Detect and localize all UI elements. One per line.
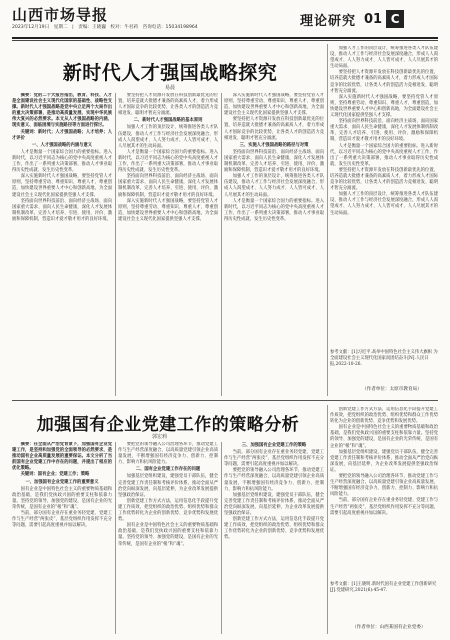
article1-references: 参考文献：[1]习近平.高举中国特色社会主义伟大旗帜 为全面建设社会主义现代化国家而团结奋斗[N].人民日报,2022-10-26. (330, 350, 438, 367)
article2-paragraph: 加强基层党组织建设，建强党员干部队伍，健全完善党建工作责任制和考核评价体系，推动全面从严治党向纵深发展、向基层延伸，为企业改革发展提供坚强政治保证。 (118, 474, 218, 498)
article2-author-unit: （作者单位：山西某国有企业党委） (352, 625, 426, 630)
article1-author-unit: （作者单位：太原市教育局） (362, 387, 422, 392)
article1-paragraph: 人才是衡量一个国家综合国力的重要指标。进入新时代，以习近平同志为核心的党中央高度重视人才工作，作出了一系列重大决策部署，推动人才事业取得历史性成就、发生历史性变革。 (118, 149, 218, 174)
article2-paragraph: 要把党的领导融入公司治理各环节，推动党建工作与生产经营深度融合，以高质量党建引领企业高质量发展，不断增强国有经济竞争力、创新力、控制力、影响力和抗风险能力。 (224, 468, 324, 492)
article1-paragraph: 坚持面向世界科技前沿、面向经济主战场、面向国家重大需求、面向人民生命健康，深化人才发展体制机制改革，完善人才培养、引进、使用、评价、激励和保障机制，营造识才爱才敬才用才的良好环境。 (224, 149, 324, 174)
section-name: 理论研究 (300, 13, 357, 29)
article2-paragraph: 国有企业是中国特色社会主义的重要物质基础和政治基础，是我们党执政兴国的重要支柱和依靠力量。坚持党的领导、加强党的建设，是国有企业的光荣传统，是国有企业的“根”和“魂”。 (330, 425, 438, 449)
article-divider (12, 400, 438, 401)
article2-paragraph: 国有企业是中国特色社会主义的重要物质基础和政治基础，是我们党执政兴国的重要支柱和依靠力量。坚持党的领导、加强党的建设，是国有企业的光荣传统，是国有企业的“根”和“魂”。 (12, 486, 112, 510)
article1-paragraph: 要坚持把人才资源开发放在科技创新最优先的位置，培养造就大批德才兼备的高素质人才，着力形成人才国际竞争的比较优势，让各类人才的创造活力竞相迸发、聪明才智充分涌流。 (224, 117, 324, 141)
masthead-rule (12, 37, 438, 39)
article2-references: 参考文献：[1]王晓明.新时代国有企业党建工作创新研究[J].党建研究,2021(6):45-47. (330, 582, 437, 593)
column-divider (221, 442, 222, 634)
article2-column-4 (330, 407, 438, 577)
article1-paragraph: 深入实施新时代人才强国战略，要坚持党管人才原则，坚持尊重劳动、尊重知识、尊重人才、尊重创造，加快建设世界重要人才中心和创新高地，为全面建设社会主义现代化国家提供坚强人才支撑。 (224, 93, 324, 117)
article1-column-3 (224, 93, 324, 396)
article1-column-2 (118, 93, 218, 396)
column-divider (327, 44, 328, 396)
article1-paragraph: 加强人才工作的顶层设计，统筹推进各类人才队伍建设，推动人才工作与经济社会发展深度融合，形成人人渴望成才、人人努力成才、人人皆可成才、人人尽展其才的生动局面。 (330, 192, 438, 216)
article1-subhead-1: 一、人才强国战略的内涵与意义 (31, 142, 93, 148)
article1-subhead-2: 二、新时代人才强国战略的基本原则 (133, 118, 203, 124)
column-divider (221, 93, 222, 396)
article2-keywords: 关键词：国有企业；党建工作；策略 (20, 472, 90, 478)
article1-paragraph: 深入实施新时代人才强国战略，要坚持党管人才原则，坚持尊重劳动、尊重知识、尊重人才、尊重创造，加快建设世界重要人才中心和创新高地，为全面建设社会主义现代化国家提供坚强人才支撑。 (12, 174, 112, 198)
article1-subhead-3: 三、实施人才强国战略的路径与对策 (239, 142, 309, 148)
article2-paragraph: 当前，部分国有企业存在重业务轻党建、党建工作与生产经营“两张皮”、基层党组织作用发挥不充分等问题，需要引起高度重视并加以解决。 (224, 450, 324, 468)
page-mark-badge: C (386, 10, 404, 28)
article2-subhead-3: 三、加强国有企业党建工作的策略 (241, 443, 307, 448)
article2-paragraph: 加强基层党组织建设，建强党员干部队伍，健全完善党建工作责任制和考核评价体系，推动全面从严治党向纵深发展、向基层延伸，为企业改革发展提供坚强政治保证。 (224, 492, 324, 517)
article1-paragraph: 人才是衡量一个国家综合国力的重要指标。进入新时代，以习近平同志为核心的党中央高度重视人才工作，作出了一系列重大决策部署，推动人才事业取得历史性成就、发生历史性变革。 (330, 143, 438, 167)
column-divider (327, 405, 328, 634)
article1-paragraph: 人才是衡量一个国家综合国力的重要指标。进入新时代，以习近平同志为核心的党中央高度重视人才工作，作出了一系列重大决策部署，推动人才事业取得历史性成就、发生历史性变革。 (224, 198, 324, 222)
article1-paragraph: 深入实施新时代人才强国战略，要坚持党管人才原则，坚持尊重劳动、尊重知识、尊重人才、尊重创造，加快建设世界重要人才中心和创新高地，为全面建设社会主义现代化国家提供坚强人才支撑。 (330, 94, 438, 119)
article1-paragraph: 加强人才工作的顶层设计，统筹推进各类人才队伍建设，推动人才工作与经济社会发展深度融合，形成人人渴望成才、人人努力成才、人人皆可成才、人人尽展其才的生动局面。 (330, 46, 438, 70)
article2-paragraph: 要把党的领导融入公司治理各环节，推动党建工作与生产经营深度融合，以高质量党建引领企业高质量发展，不断增强国有经济竞争力、创新力、控制力、影响力和抗风险能力。 (118, 442, 218, 466)
article1-title: 新时代人才强国战略探究 (62, 62, 278, 84)
article1-column-1 (12, 93, 112, 396)
article2-subhead-1: 一、加强国有企业党建工作的重要意义 (25, 479, 99, 485)
article2-abstract: 摘要：在全面从严治党背景下，加强国有企业党建工作，是坚持和加强党的全面领导的必然要求，是推动国有企业高质量发展的重要保证。本文分析了当前国有企业党建工作中存在的问题，并提出了相应的优化策略。 (12, 442, 112, 472)
article2-column-2 (118, 442, 218, 634)
article2-column-1 (12, 442, 112, 634)
column-divider (115, 442, 116, 634)
article2-paragraph: 国有企业是中国特色社会主义的重要物质基础和政治基础，是我们党执政兴国的重要支柱和依靠力量。坚持党的领导、加强党的建设，是国有企业的光荣传统，是国有企业的“根”和“魂”。 (118, 523, 218, 547)
article2-title: 加强国有企业党建工作的策略分析 (36, 415, 300, 435)
article1-author: 易晨 (165, 85, 176, 91)
article1-paragraph: 坚持面向世界科技前沿、面向经济主战场、面向国家重大需求、面向人民生命健康，深化人才发展体制机制改革，完善人才培养、引进、使用、评价、激励和保障机制，营造识才爱才敬才用才的良好环境。 (118, 174, 218, 198)
page-number: 01 (364, 11, 383, 27)
article1-abstract: 摘要：党的二十大报告指出，教育、科技、人才是全面建设社会主义现代化国家的基础性、战略性支撑。新时代人才强国战略是党中央立足两个大局作出的重大决策部署，是推动高质量发展、实现中华民族伟大复兴的必然要求。本文从人才强国战略的内涵、现实意义、面临困境与实施路径等方面进行探讨。 (12, 93, 112, 129)
article2-paragraph: 加强基层党组织建设，建强党员干部队伍，健全完善党建工作责任制和考核评价体系，推动全面从严治党向纵深发展、向基层延伸，为企业改革发展提供坚强政治保证。 (330, 449, 438, 473)
column-divider (115, 93, 116, 396)
article1-keywords: 关键词：新时代；人才强国战略；人才培养；人才评价 (12, 129, 112, 141)
article2-column-3 (224, 442, 324, 634)
article2-paragraph: 当前，部分国有企业存在重业务轻党建、党建工作与生产经营“两张皮”、基层党组织作用发挥不充分等问题，需要引起高度重视并加以解决。 (12, 511, 112, 529)
article1-paragraph: 坚持面向世界科技前沿、面向经济主战场、面向国家重大需求、面向人民生命健康，深化人才发展体制机制改革，完善人才培养、引进、使用、评价、激励和保障机制，营造识才爱才敬才用才的良好环境。 (330, 119, 438, 143)
masthead-rule-thin (12, 40, 438, 41)
masthead (0, 0, 450, 42)
article2-author: 郭宏莉 (152, 434, 168, 440)
article1-column-4 (330, 46, 438, 346)
article1-paragraph: 加强人才工作的顶层设计，统筹推进各类人才队伍建设，推动人才工作与经济社会发展深度融合，形成人人渴望成才、人人努力成才、人人皆可成才、人人尽展其才的生动局面。 (224, 174, 324, 198)
article2-paragraph: 要把党的领导融入公司治理各环节，推动党建工作与生产经营深度融合，以高质量党建引领企业高质量发展，不断增强国有经济竞争力、创新力、控制力、影响力和抗风险能力。 (330, 474, 438, 498)
article1-paragraph: 要坚持把人才资源开发放在科技创新最优先的位置，培养造就大批德才兼备的高素质人才，着力形成人才国际竞争的比较优势，让各类人才的创造活力竞相迸发、聪明才智充分涌流。 (118, 93, 218, 117)
article2-subhead-2: 二、国有企业党建工作存在的问题 (135, 467, 201, 473)
article1-paragraph: 要坚持把人才资源开发放在科技创新最优先的位置，培养造就大批德才兼备的高素质人才，着力形成人才国际竞争的比较优势，让各类人才的创造活力竞相迸发、聪明才智充分涌流。 (330, 167, 438, 192)
article2-paragraph: 当前，部分国有企业存在重业务轻党建、党建工作与生产经营“两张皮”、基层党组织作用发挥不充分等问题，需要引起高度重视并加以解决。 (330, 498, 438, 516)
article2-paragraph: 创新党建工作方式方法，运用信息化手段提升党建工作质效，把党组织的政治优势、组织优势和群众工作优势转化为企业的创新优势、竞争优势和发展优势。 (224, 517, 324, 541)
article1-paragraph: 人才是衡量一个国家综合国力的重要指标。进入新时代，以习近平同志为核心的党中央高度重视人才工作，作出了一系列重大决策部署，推动人才事业取得历史性成就、发生历史性变革。 (12, 149, 112, 174)
article1-paragraph: 坚持面向世界科技前沿、面向经济主战场、面向国家重大需求、面向人民生命健康，深化人才发展体制机制改革，完善人才培养、引进、使用、评价、激励和保障机制，营造识才爱才敬才用才的良好环境。 (12, 198, 112, 222)
article1-paragraph: 要坚持把人才资源开发放在科技创新最优先的位置，培养造就大批德才兼备的高素质人才，着力形成人才国际竞争的比较优势，让各类人才的创造活力竞相迸发、聪明才智充分涌流。 (330, 70, 438, 94)
article2-paragraph: 创新党建工作方式方法，运用信息化手段提升党建工作质效，把党组织的政治优势、组织优势和群众工作优势转化为企业的创新优势、竞争优势和发展优势。 (330, 407, 438, 425)
paper-name: 山西市场导报 (12, 6, 109, 24)
section-header (300, 8, 404, 30)
article2-paragraph: 创新党建工作方式方法，运用信息化手段提升党建工作质效，把党组织的政治优势、组织优势和群众工作优势转化为企业的创新优势、竞争优势和发展优势。 (118, 498, 218, 523)
publication-info: 2023年12月19日 星期二 | 责编：王晓巍 校对：牛君莉 咨询电话：15034198964 (12, 25, 198, 30)
article1-paragraph: 深入实施新时代人才强国战略，要坚持党管人才原则，坚持尊重劳动、尊重知识、尊重人才、尊重创造，加快建设世界重要人才中心和创新高地，为全面建设社会主义现代化国家提供坚强人才支撑。 (118, 198, 218, 222)
article1-paragraph: 加强人才工作的顶层设计，统筹推进各类人才队伍建设，推动人才工作与经济社会发展深度融合，形成人人渴望成才、人人努力成才、人人皆可成才、人人尽展其才的生动局面。 (118, 125, 218, 149)
